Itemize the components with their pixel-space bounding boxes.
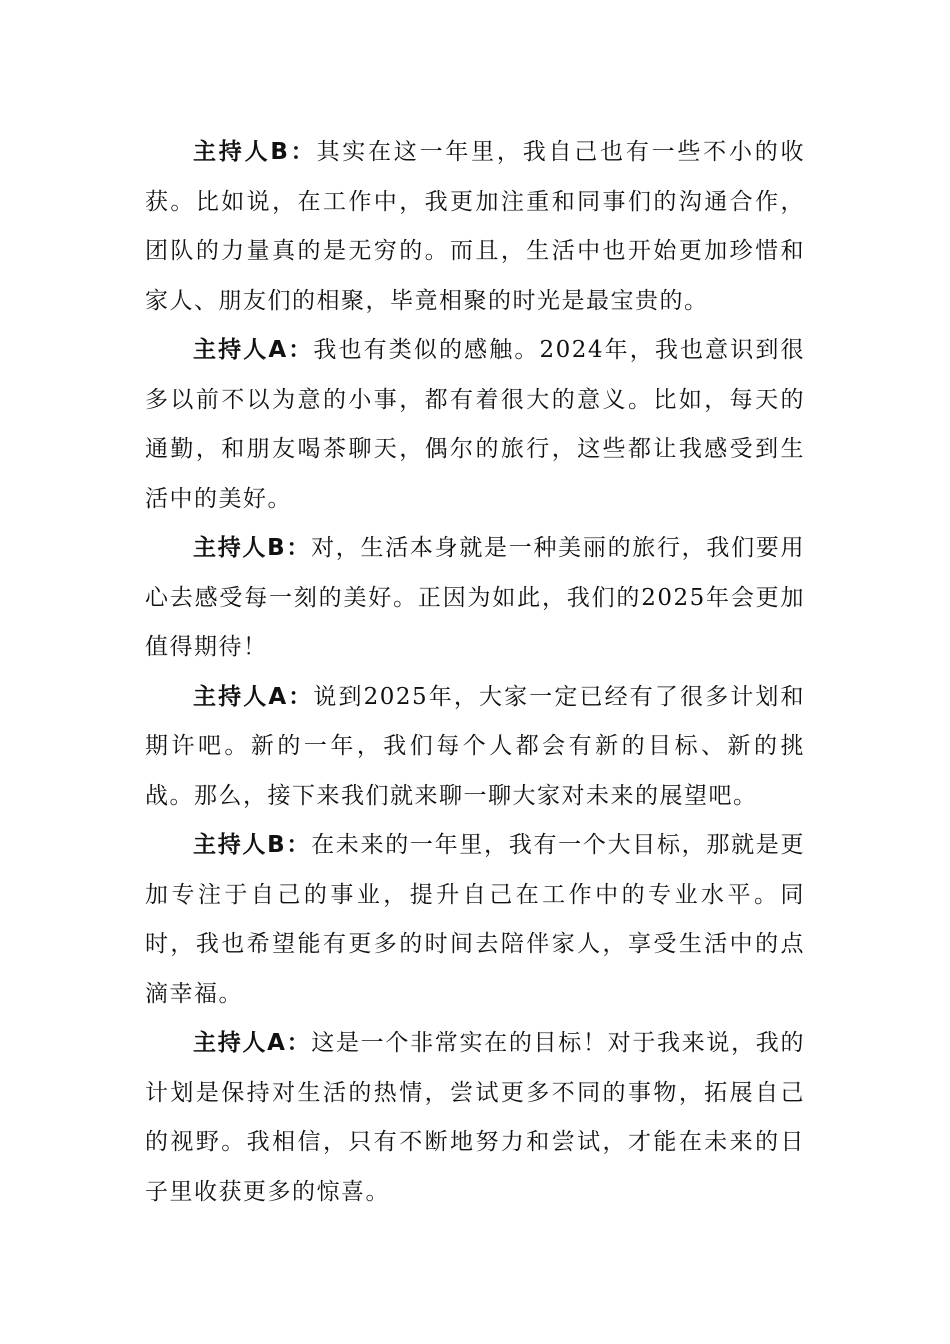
dialogue-text: 对，生活本身就是一种美丽的旅行，我们要用心去感受每一刻的美好。正因为如此，我们的2025年会更加值得期待！ [145, 535, 806, 660]
speaker-label: 主持人A： [193, 1030, 312, 1056]
dialogue-paragraph [145, 673, 805, 822]
dialogue-paragraph [145, 524, 805, 673]
speaker-label: 主持人A： [193, 337, 314, 363]
dialogue-text: 说到2025年，大家一定已经有了很多计划和期许吧。新的一年，我们每个人都会有新的目标、新的挑战。那么，接下来我们就来聊一聊大家对未来的展望吧。 [145, 683, 805, 809]
speaker-label: 主持人B： [193, 139, 317, 165]
dialogue-text: 这是一个非常实在的目标！对于我来说，我的计划是保持对生活的热情，尝试更多不同的事物，拓展自己的视野。我相信，只有不断地努力和尝试，才能在未来的日子里收获更多的惊喜。 [145, 1030, 805, 1205]
dialogue-paragraph [145, 821, 805, 1019]
dialogue-text: 其实在这一年里，我自己也有一些不小的收获。比如说，在工作中，我更加注重和同事们的沟通合作，团队的力量真的是无穷的。而且，生活中也开始更加珍惜和家人、朋友们的相聚，毕竟相聚的时光是最宝贵的。 [145, 139, 805, 314]
speaker-label: 主持人A： [193, 683, 314, 710]
dialogue-paragraph [145, 1019, 805, 1217]
dialogue-paragraph [145, 326, 805, 524]
dialogue-paragraph [145, 128, 805, 326]
dialogue-text: 在未来的一年里，我有一个大目标，那就是更加专注于自己的事业，提升自己在工作中的专业水平。同时，我也希望能有更多的时间去陪伴家人，享受生活中的点滴幸福。 [145, 832, 806, 1007]
document-body [145, 128, 805, 1217]
dialogue-text: 我也有类似的感触。2024年，我也意识到很多以前不以为意的小事，都有着很大的意义。比如，每天的通勤，和朋友喝茶聊天，偶尔的旅行，这些都让我感受到生活中的美好。 [145, 337, 805, 512]
speaker-label: 主持人B： [193, 832, 312, 858]
speaker-label: 主持人B： [193, 535, 312, 561]
